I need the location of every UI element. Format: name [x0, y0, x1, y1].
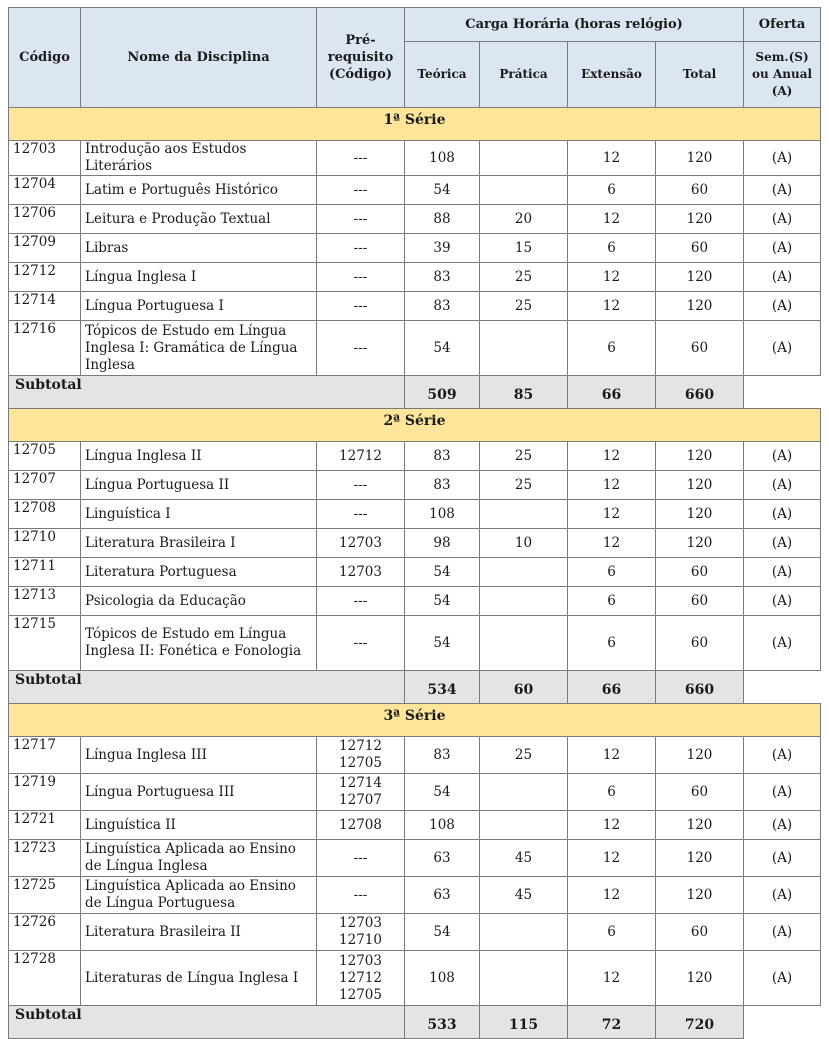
prerequisito-code: ---: [353, 149, 368, 166]
header-prerequisito: Pré-requisito (Código): [317, 8, 405, 108]
cell-pratica: [480, 811, 568, 840]
prerequisito-code: 12714: [339, 775, 382, 791]
subtotal-row: [9, 1006, 821, 1039]
cell-nome-disciplina: Psicologia da Educação: [81, 587, 317, 616]
cell-prerequisito: [317, 587, 405, 616]
cell-pratica: 25: [480, 471, 568, 500]
subtotal-blank-cell: [744, 671, 821, 704]
table-row: [9, 774, 821, 811]
cell-prerequisito: [317, 914, 405, 951]
cell-prerequisito: [317, 737, 405, 774]
cell-nome-disciplina: Linguística Aplicada ao Ensino de Língua Inglesa: [81, 840, 317, 877]
cell-pratica: 45: [480, 877, 568, 914]
cell-codigo: 12705: [9, 442, 81, 471]
cell-prerequisito: [317, 774, 405, 811]
prerequisito-code: ---: [353, 634, 368, 651]
cell-nome-disciplina: Literatura Brasileira I: [81, 529, 317, 558]
subtotal-pratica: 85: [480, 376, 568, 409]
cell-total: 60: [656, 234, 744, 263]
cell-prerequisito: [317, 234, 405, 263]
cell-total: 60: [656, 321, 744, 376]
prerequisito-code: 12707: [339, 792, 382, 808]
cell-oferta: (A): [744, 914, 821, 951]
cell-pratica: [480, 321, 568, 376]
cell-oferta: (A): [744, 840, 821, 877]
cell-teorica: 39: [405, 234, 480, 263]
cell-teorica: 88: [405, 205, 480, 234]
cell-prerequisito: [317, 471, 405, 500]
cell-oferta: (A): [744, 587, 821, 616]
cell-codigo: 12713: [9, 587, 81, 616]
cell-total: 120: [656, 471, 744, 500]
prerequisito-code: ---: [353, 505, 368, 522]
cell-prerequisito: [317, 141, 405, 176]
cell-extensao: 6: [568, 176, 656, 205]
cell-total: 120: [656, 840, 744, 877]
prerequisito-code: 12703: [339, 563, 382, 580]
table-row: [9, 205, 821, 234]
cell-extensao: 12: [568, 877, 656, 914]
cell-total: 60: [656, 587, 744, 616]
cell-pratica: [480, 500, 568, 529]
cell-oferta: (A): [744, 141, 821, 176]
cell-codigo: 12709: [9, 234, 81, 263]
prerequisito-code: ---: [353, 476, 368, 493]
subtotal-label: Subtotal: [9, 671, 405, 704]
cell-nome-disciplina: Literatura Brasileira II: [81, 914, 317, 951]
cell-total: 120: [656, 292, 744, 321]
prerequisito-code: 12712: [339, 738, 382, 754]
cell-codigo: 12711: [9, 558, 81, 587]
prerequisito-code: ---: [353, 239, 368, 256]
cell-codigo: 12728: [9, 951, 81, 1006]
header-carga-horaria: Carga Horária (horas relógio): [405, 8, 744, 42]
cell-codigo: 12716: [9, 321, 81, 376]
cell-teorica: 54: [405, 774, 480, 811]
cell-teorica: 98: [405, 529, 480, 558]
prerequisito-code: ---: [353, 592, 368, 609]
table-body: [9, 108, 821, 1039]
cell-nome-disciplina: Introdução aos Estudos Literários: [81, 141, 317, 176]
table-row: [9, 616, 821, 671]
subtotal-teorica: 509: [405, 376, 480, 409]
cell-codigo: 12707: [9, 471, 81, 500]
cell-nome-disciplina: Língua Inglesa I: [81, 263, 317, 292]
cell-extensao: 12: [568, 205, 656, 234]
table-row: [9, 737, 821, 774]
subtotal-blank-cell: [744, 376, 821, 409]
table-row: [9, 292, 821, 321]
cell-pratica: [480, 616, 568, 671]
cell-pratica: 25: [480, 737, 568, 774]
cell-total: 120: [656, 442, 744, 471]
cell-oferta: (A): [744, 951, 821, 1006]
table-row: [9, 471, 821, 500]
cell-prerequisito: [317, 951, 405, 1006]
cell-total: 120: [656, 951, 744, 1006]
series-header-row: [9, 409, 821, 442]
cell-teorica: 108: [405, 500, 480, 529]
cell-extensao: 6: [568, 616, 656, 671]
prerequisito-code: ---: [353, 849, 368, 866]
cell-codigo: 12714: [9, 292, 81, 321]
subtotal-extensao: 66: [568, 671, 656, 704]
cell-oferta: (A): [744, 616, 821, 671]
cell-teorica: 54: [405, 587, 480, 616]
cell-total: 120: [656, 141, 744, 176]
cell-extensao: 6: [568, 914, 656, 951]
table-row: [9, 951, 821, 1006]
cell-total: 120: [656, 529, 744, 558]
cell-extensao: 12: [568, 840, 656, 877]
cell-total: 60: [656, 616, 744, 671]
cell-total: 120: [656, 737, 744, 774]
cell-pratica: [480, 176, 568, 205]
cell-extensao: 12: [568, 500, 656, 529]
table-row: [9, 141, 821, 176]
prerequisito-code: 12710: [339, 932, 382, 948]
cell-codigo: 12703: [9, 141, 81, 176]
cell-oferta: (A): [744, 321, 821, 376]
cell-codigo: 12710: [9, 529, 81, 558]
cell-oferta: (A): [744, 176, 821, 205]
table-row: [9, 587, 821, 616]
series-header-row: [9, 108, 821, 141]
cell-oferta: (A): [744, 558, 821, 587]
header-total: Total: [656, 42, 744, 108]
cell-extensao: 12: [568, 292, 656, 321]
cell-codigo: 12719: [9, 774, 81, 811]
cell-oferta: (A): [744, 205, 821, 234]
cell-nome-disciplina: Tópicos de Estudo em Língua Inglesa I: Gramática de Língua Inglesa: [81, 321, 317, 376]
curriculum-table: [8, 7, 821, 1039]
cell-prerequisito: [317, 840, 405, 877]
header-oferta: Oferta: [744, 8, 821, 42]
cell-prerequisito: [317, 500, 405, 529]
prerequisito-code: ---: [353, 210, 368, 227]
cell-oferta: (A): [744, 263, 821, 292]
subtotal-teorica: 534: [405, 671, 480, 704]
cell-prerequisito: [317, 877, 405, 914]
cell-nome-disciplina: Tópicos de Estudo em Língua Inglesa II: Fonética e Fonologia: [81, 616, 317, 671]
cell-teorica: 83: [405, 471, 480, 500]
header-extensao: Extensão: [568, 42, 656, 108]
prerequisito-code: 12708: [339, 816, 382, 833]
prerequisito-code: 12703: [339, 952, 382, 969]
cell-teorica: 54: [405, 558, 480, 587]
header-nome-disciplina: Nome da Disciplina: [81, 8, 317, 108]
cell-total: 120: [656, 811, 744, 840]
prerequisito-code: 12703: [339, 534, 382, 551]
subtotal-row: [9, 671, 821, 704]
table-row: [9, 234, 821, 263]
cell-extensao: 6: [568, 774, 656, 811]
cell-pratica: [480, 141, 568, 176]
cell-pratica: 25: [480, 263, 568, 292]
cell-teorica: 83: [405, 292, 480, 321]
cell-extensao: 6: [568, 558, 656, 587]
cell-teorica: 83: [405, 737, 480, 774]
cell-teorica: 108: [405, 951, 480, 1006]
cell-oferta: (A): [744, 774, 821, 811]
prerequisito-code: 12705: [339, 755, 382, 771]
cell-nome-disciplina: Libras: [81, 234, 317, 263]
cell-oferta: (A): [744, 442, 821, 471]
cell-total: 120: [656, 877, 744, 914]
cell-nome-disciplina: Língua Portuguesa I: [81, 292, 317, 321]
cell-pratica: [480, 951, 568, 1006]
subtotal-pratica: 115: [480, 1006, 568, 1039]
cell-extensao: 12: [568, 442, 656, 471]
cell-pratica: [480, 774, 568, 811]
prerequisito-code: ---: [353, 268, 368, 285]
cell-extensao: 12: [568, 141, 656, 176]
table-row: [9, 321, 821, 376]
cell-codigo: 12706: [9, 205, 81, 234]
cell-teorica: 108: [405, 811, 480, 840]
cell-pratica: [480, 558, 568, 587]
cell-nome-disciplina: Língua Inglesa II: [81, 442, 317, 471]
cell-codigo: 12723: [9, 840, 81, 877]
cell-pratica: 45: [480, 840, 568, 877]
cell-teorica: 83: [405, 263, 480, 292]
series-header-row: [9, 704, 821, 737]
cell-oferta: (A): [744, 811, 821, 840]
series-title: 3ª Série: [9, 704, 821, 737]
cell-prerequisito: [317, 292, 405, 321]
cell-oferta: (A): [744, 877, 821, 914]
cell-oferta: (A): [744, 292, 821, 321]
cell-teorica: 54: [405, 914, 480, 951]
table-row: [9, 263, 821, 292]
cell-prerequisito: [317, 558, 405, 587]
table-row: [9, 500, 821, 529]
cell-pratica: [480, 914, 568, 951]
cell-nome-disciplina: Língua Inglesa III: [81, 737, 317, 774]
cell-nome-disciplina: Linguística Aplicada ao Ensino de Língua Portuguesa: [81, 877, 317, 914]
cell-pratica: 25: [480, 442, 568, 471]
cell-teorica: 83: [405, 442, 480, 471]
table-row: [9, 877, 821, 914]
cell-nome-disciplina: Latim e Português Histórico: [81, 176, 317, 205]
cell-prerequisito: [317, 263, 405, 292]
cell-teorica: 63: [405, 840, 480, 877]
header-oferta-sub: Sem.(S) ou Anual (A): [744, 42, 821, 108]
subtotal-row: [9, 376, 821, 409]
cell-oferta: (A): [744, 737, 821, 774]
cell-teorica: 54: [405, 616, 480, 671]
cell-prerequisito: [317, 205, 405, 234]
cell-pratica: [480, 587, 568, 616]
cell-nome-disciplina: Linguística I: [81, 500, 317, 529]
table-row: [9, 442, 821, 471]
cell-codigo: 12715: [9, 616, 81, 671]
header-teorica: Teórica: [405, 42, 480, 108]
cell-pratica: 10: [480, 529, 568, 558]
cell-prerequisito: [317, 529, 405, 558]
cell-teorica: 54: [405, 321, 480, 376]
prerequisito-code: 12705: [339, 986, 382, 1003]
subtotal-extensao: 66: [568, 376, 656, 409]
cell-extensao: 6: [568, 587, 656, 616]
header-pratica: Prática: [480, 42, 568, 108]
cell-extensao: 6: [568, 321, 656, 376]
cell-total: 60: [656, 176, 744, 205]
subtotal-total: 660: [656, 376, 744, 409]
prerequisito-code: ---: [353, 297, 368, 314]
subtotal-label: Subtotal: [9, 1006, 405, 1039]
cell-total: 60: [656, 558, 744, 587]
cell-oferta: (A): [744, 234, 821, 263]
table-row: [9, 176, 821, 205]
subtotal-teorica: 533: [405, 1006, 480, 1039]
prerequisito-code: 12712: [339, 969, 382, 986]
subtotal-blank-cell: [744, 1006, 821, 1039]
cell-prerequisito: [317, 176, 405, 205]
table-row: [9, 840, 821, 877]
cell-nome-disciplina: Literaturas de Língua Inglesa I: [81, 951, 317, 1006]
cell-pratica: 20: [480, 205, 568, 234]
series-title: 2ª Série: [9, 409, 821, 442]
cell-pratica: 25: [480, 292, 568, 321]
cell-extensao: 12: [568, 811, 656, 840]
table-row: [9, 558, 821, 587]
cell-nome-disciplina: Língua Portuguesa III: [81, 774, 317, 811]
cell-extensao: 12: [568, 951, 656, 1006]
cell-oferta: (A): [744, 471, 821, 500]
cell-oferta: (A): [744, 529, 821, 558]
cell-prerequisito: [317, 616, 405, 671]
table-row: [9, 914, 821, 951]
cell-extensao: 12: [568, 737, 656, 774]
cell-pratica: 15: [480, 234, 568, 263]
cell-total: 120: [656, 500, 744, 529]
cell-teorica: 108: [405, 141, 480, 176]
subtotal-total: 660: [656, 671, 744, 704]
subtotal-total: 720: [656, 1006, 744, 1039]
prerequisito-code: ---: [353, 339, 368, 356]
prerequisito-code: ---: [353, 886, 368, 903]
cell-total: 120: [656, 205, 744, 234]
cell-prerequisito: [317, 811, 405, 840]
cell-codigo: 12717: [9, 737, 81, 774]
cell-codigo: 12704: [9, 176, 81, 205]
cell-extensao: 12: [568, 471, 656, 500]
subtotal-pratica: 60: [480, 671, 568, 704]
subtotal-label: Subtotal: [9, 376, 405, 409]
prerequisito-code: 12712: [339, 447, 382, 464]
prerequisito-code: ---: [353, 181, 368, 198]
cell-oferta: (A): [744, 500, 821, 529]
table-row: [9, 529, 821, 558]
cell-teorica: 63: [405, 877, 480, 914]
cell-prerequisito: [317, 321, 405, 376]
cell-nome-disciplina: Literatura Portuguesa: [81, 558, 317, 587]
prerequisito-code: 12703: [339, 915, 382, 931]
cell-extensao: 6: [568, 234, 656, 263]
cell-codigo: 12726: [9, 914, 81, 951]
series-title: 1ª Série: [9, 108, 821, 141]
cell-nome-disciplina: Língua Portuguesa II: [81, 471, 317, 500]
cell-extensao: 12: [568, 529, 656, 558]
table-row: [9, 811, 821, 840]
cell-codigo: 12712: [9, 263, 81, 292]
subtotal-extensao: 72: [568, 1006, 656, 1039]
cell-codigo: 12708: [9, 500, 81, 529]
cell-codigo: 12725: [9, 877, 81, 914]
header-codigo: Código: [9, 8, 81, 108]
cell-nome-disciplina: Linguística II: [81, 811, 317, 840]
cell-prerequisito: [317, 442, 405, 471]
cell-teorica: 54: [405, 176, 480, 205]
cell-codigo: 12721: [9, 811, 81, 840]
cell-total: 60: [656, 914, 744, 951]
cell-total: 60: [656, 774, 744, 811]
cell-extensao: 12: [568, 263, 656, 292]
cell-total: 120: [656, 263, 744, 292]
cell-nome-disciplina: Leitura e Produção Textual: [81, 205, 317, 234]
